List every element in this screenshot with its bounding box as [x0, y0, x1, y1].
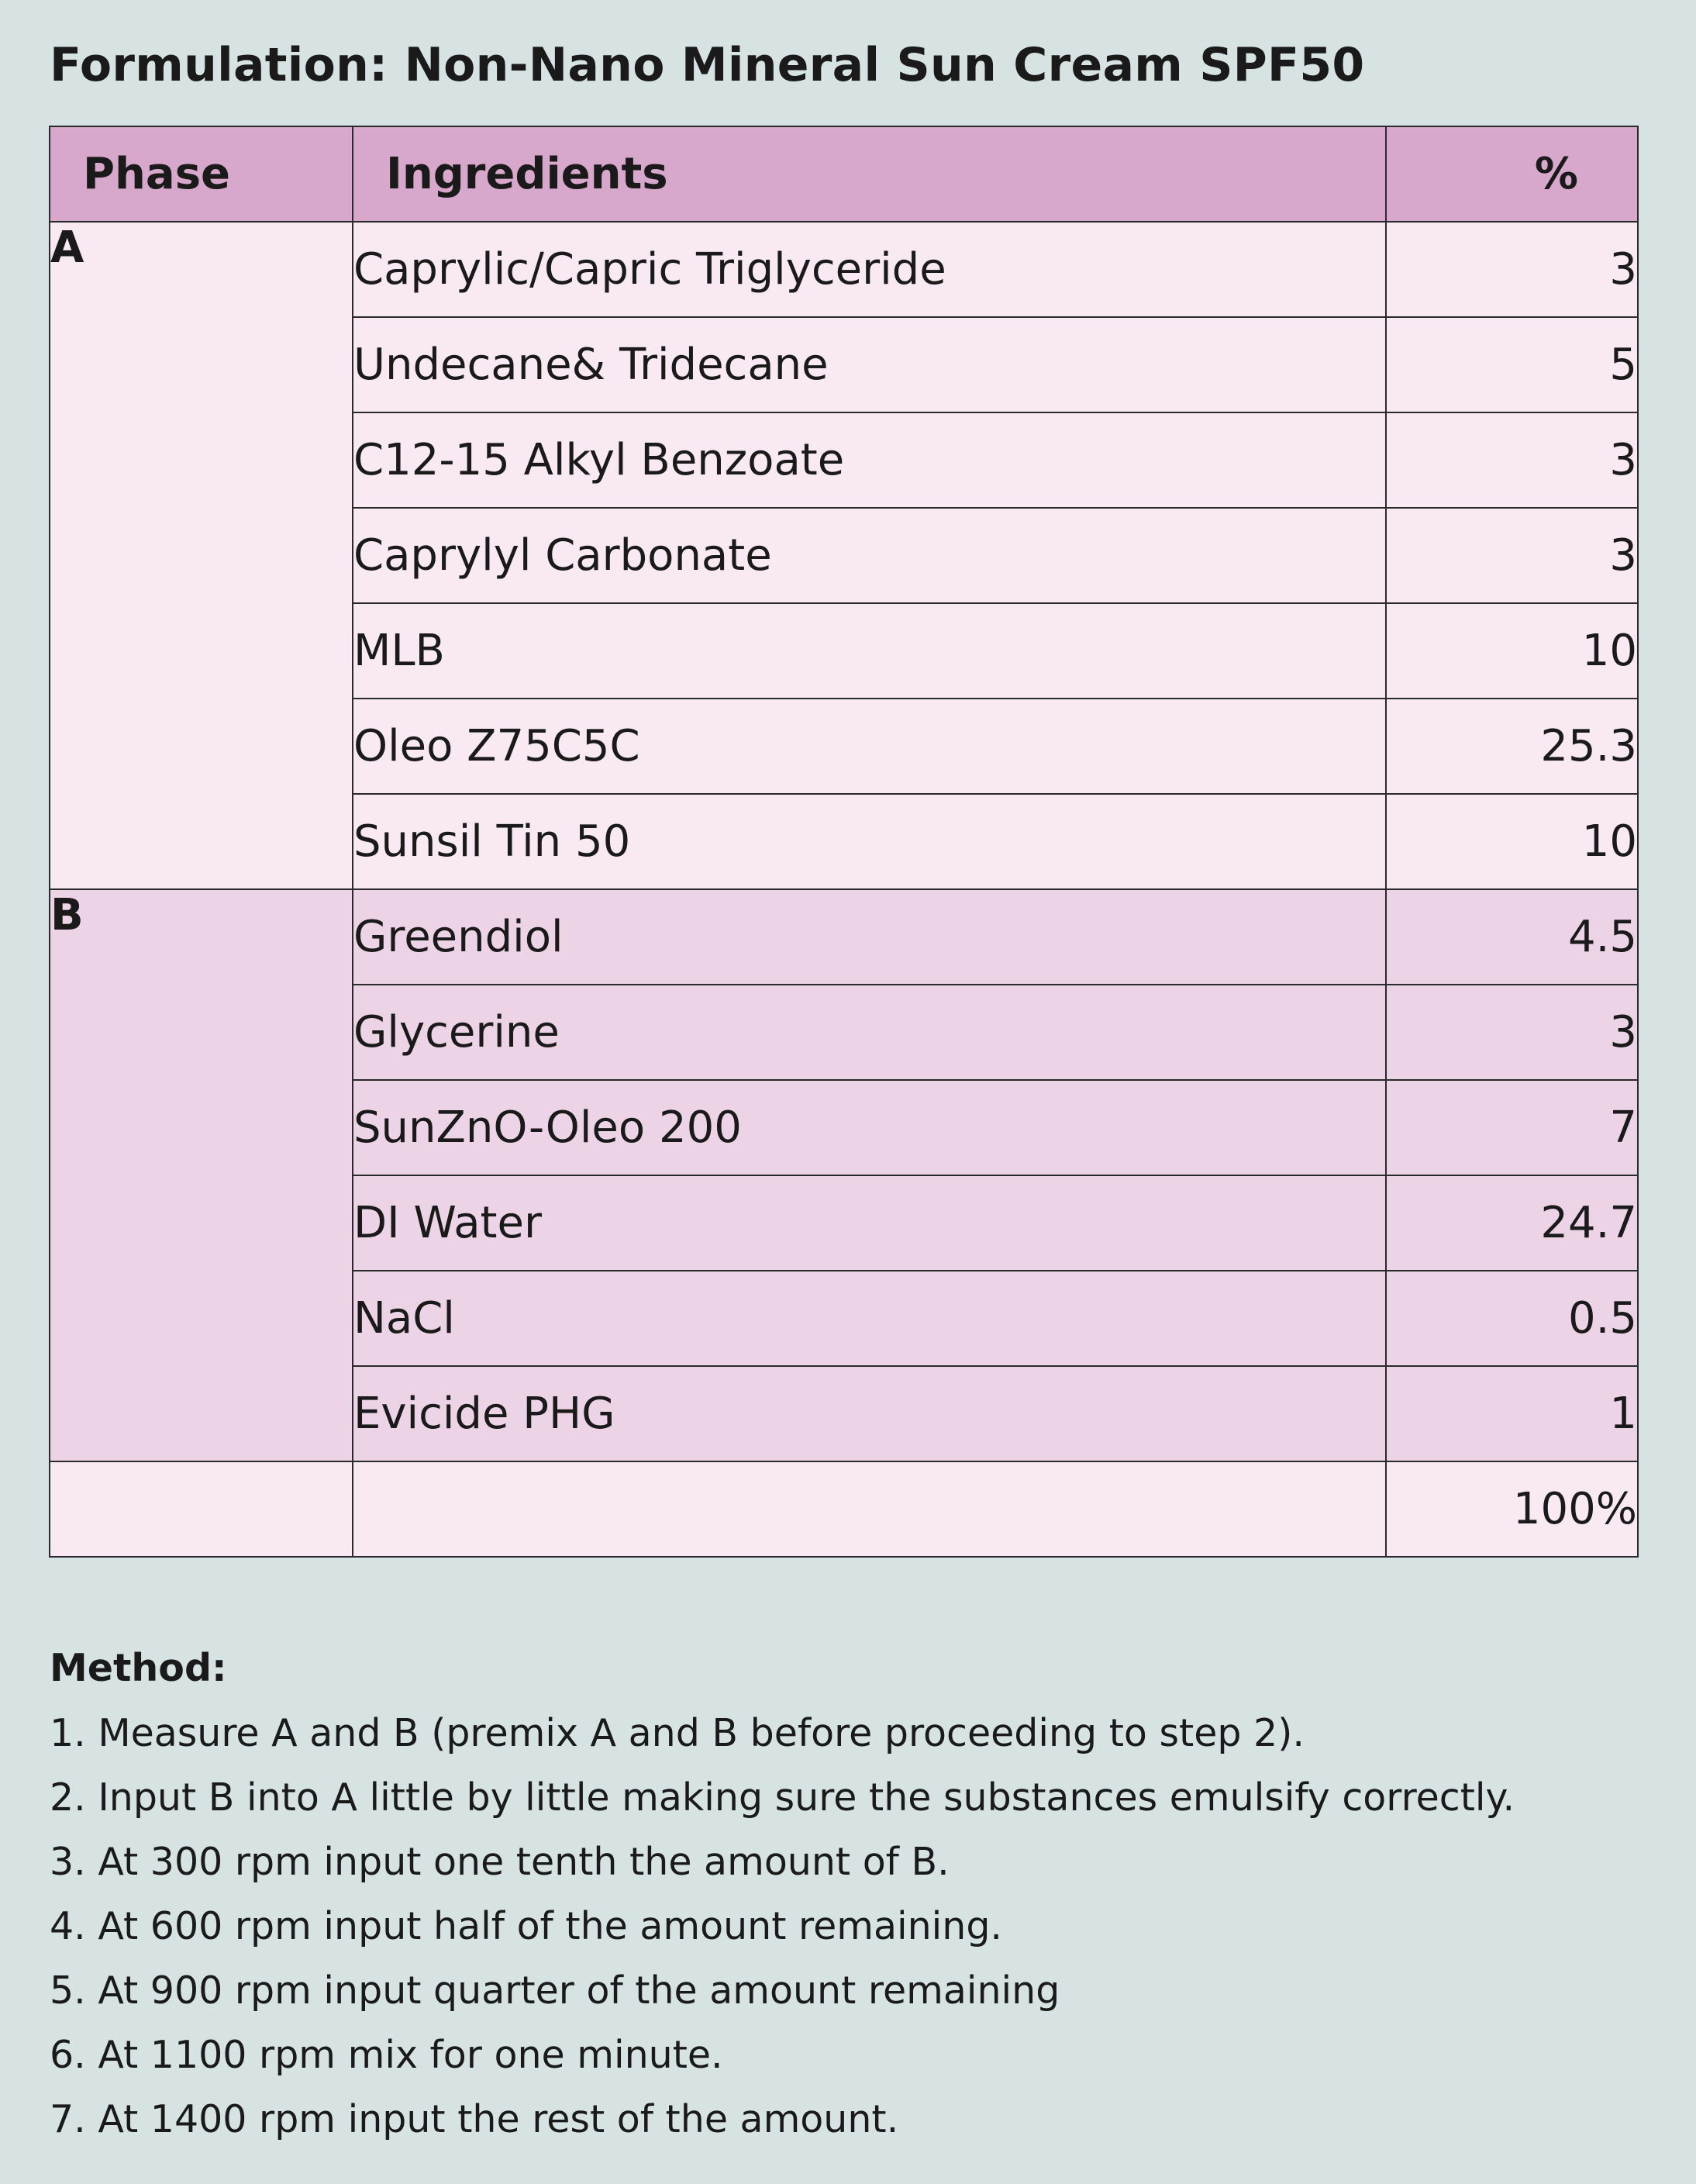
ingredient-cell: Greendiol — [353, 889, 1386, 985]
method-step-3: 3. At 300 rpm input one tenth the amount of B. — [50, 1840, 950, 1884]
ingredient-cell: Evicide PHG — [353, 1366, 1386, 1461]
percent-cell: 4.5 — [1386, 889, 1638, 985]
page-title: Formulation: Non-Nano Mineral Sun Cream SPF50 — [50, 38, 1365, 92]
formulation-table-container — [49, 126, 1637, 1558]
percent-cell: 25.3 — [1386, 699, 1638, 794]
ingredient-cell: C12-15 Alkyl Benzoate — [353, 412, 1386, 508]
ingredient-cell: Oleo Z75C5C — [353, 699, 1386, 794]
column-header-ingredients: Ingredients — [353, 126, 1386, 222]
total-row — [50, 1461, 1638, 1557]
ingredient-cell: SunZnO-Oleo 200 — [353, 1080, 1386, 1175]
total-ingredient-cell — [353, 1461, 1386, 1557]
column-header-phase: Phase — [50, 126, 353, 222]
ingredient-cell: Sunsil Tin 50 — [353, 794, 1386, 889]
percent-cell: 3 — [1386, 985, 1638, 1080]
table-row — [50, 222, 1638, 317]
percent-cell: 24.7 — [1386, 1175, 1638, 1271]
method-step-7: 7. At 1400 rpm input the rest of the amount. — [50, 2097, 899, 2141]
ingredient-cell: MLB — [353, 603, 1386, 699]
phase-label-cell: B — [50, 889, 353, 1461]
method-step-1: 1. Measure A and B (premix A and B before proceeding to step 2). — [50, 1711, 1305, 1755]
percent-cell: 5 — [1386, 317, 1638, 412]
percent-cell: 1 — [1386, 1366, 1638, 1461]
method-step-4: 4. At 600 rpm input half of the amount remaining. — [50, 1904, 1002, 1948]
percent-cell: 0.5 — [1386, 1271, 1638, 1366]
table-body — [50, 222, 1638, 1557]
ingredient-cell: DI Water — [353, 1175, 1386, 1271]
phase-label-cell: A — [50, 222, 353, 889]
percent-cell: 10 — [1386, 603, 1638, 699]
ingredient-cell: NaCl — [353, 1271, 1386, 1366]
method-section — [50, 1637, 1646, 2151]
percent-cell: 3 — [1386, 508, 1638, 603]
method-step-2: 2. Input B into A little by little making sure the substances emulsify correctly. — [50, 1775, 1515, 1820]
column-header-percent: % — [1386, 126, 1638, 222]
percent-cell: 3 — [1386, 412, 1638, 508]
table-header-row — [50, 126, 1638, 222]
ingredient-cell: Undecane& Tridecane — [353, 317, 1386, 412]
formulation-table — [49, 126, 1639, 1558]
ingredient-cell: Caprylic/Capric Triglyceride — [353, 222, 1386, 317]
method-title: Method: — [50, 1646, 227, 1690]
method-step-6: 6. At 1100 rpm mix for one minute. — [50, 2033, 723, 2077]
total-percent-cell: 100% — [1386, 1461, 1638, 1557]
method-step-5: 5. At 900 rpm input quarter of the amount remaining — [50, 1968, 1060, 2013]
total-phase-cell — [50, 1461, 353, 1557]
percent-cell: 7 — [1386, 1080, 1638, 1175]
ingredient-cell: Glycerine — [353, 985, 1386, 1080]
percent-cell: 3 — [1386, 222, 1638, 317]
table-row — [50, 889, 1638, 985]
ingredient-cell: Caprylyl Carbonate — [353, 508, 1386, 603]
percent-cell: 10 — [1386, 794, 1638, 889]
